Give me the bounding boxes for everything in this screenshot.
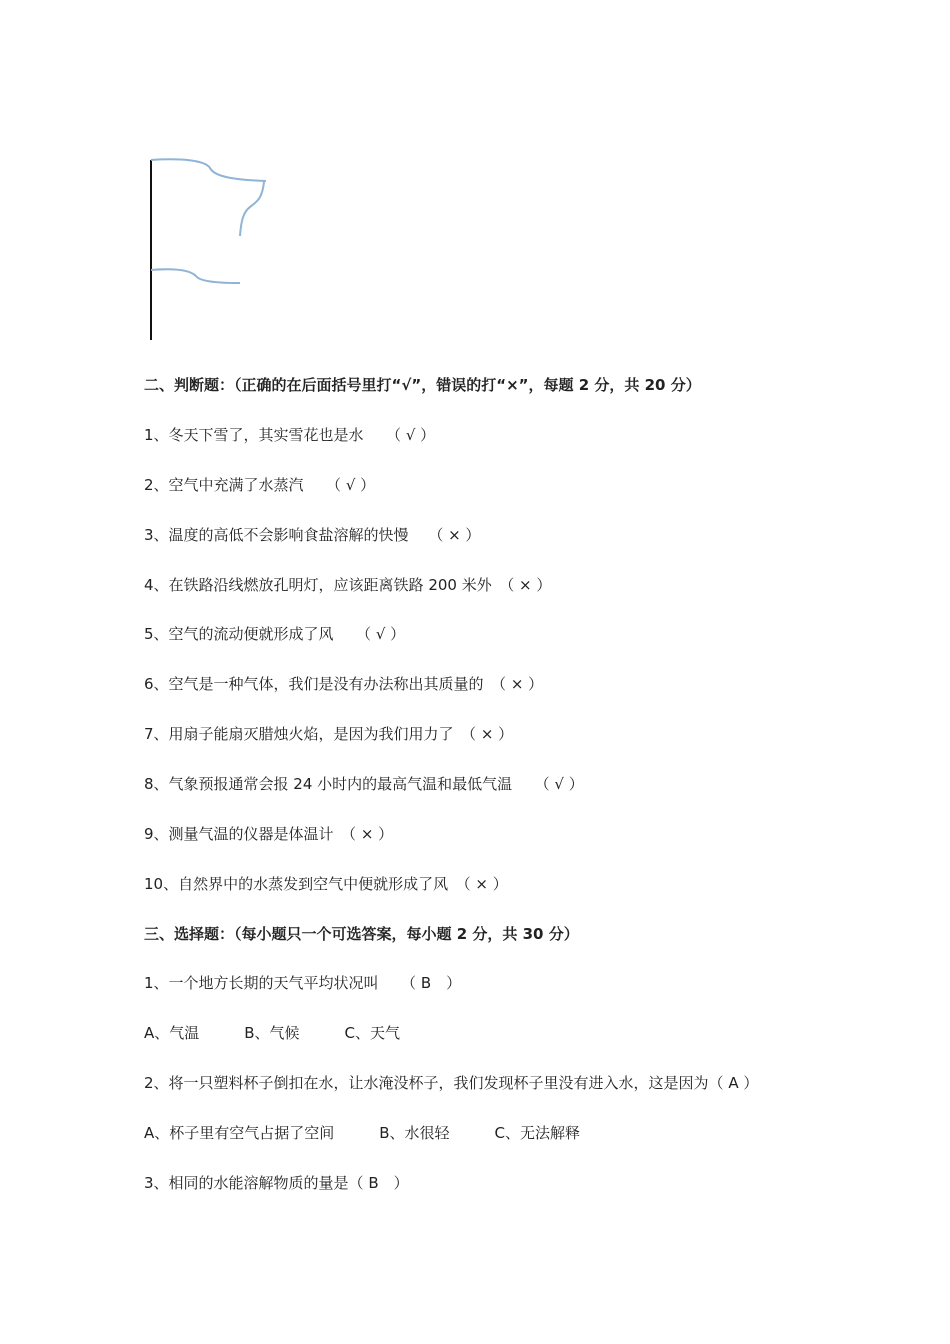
choice-question-3: 3、相同的水能溶解物质的量是（ B ） <box>144 1174 409 1192</box>
judgement-section-heading: 二、判断题：（正确的在后面括号里打“√”，错误的打“×”，每题 2 分，共 20 分） <box>144 376 701 394</box>
judgement-item-1: 1、冬天下雪了，其实雪花也是水 （ √ ） <box>144 426 436 444</box>
judgement-item-8: 8、气象预报通常会报 24 小时内的最高气温和最低气温 （ √ ） <box>144 775 584 793</box>
judgement-item-9: 9、测量气温的仪器是体温计 （ × ） <box>144 825 394 843</box>
judgement-item-3: 3、温度的高低不会影响食盐溶解的快慢 （ × ） <box>144 526 481 544</box>
choice-options-1: A、气温 B、气候 C、天气 <box>144 1024 401 1042</box>
judgement-item-10: 10、自然界中的水蒸发到空气中便就形成了风 （ × ） <box>144 875 508 893</box>
judgement-item-5: 5、空气的流动便就形成了风 （ √ ） <box>144 625 406 643</box>
choice-section-heading: 三、选择题：（每小题只一个可选答案，每小题 2 分，共 30 分） <box>144 925 579 943</box>
judgement-item-2: 2、空气中充满了水蒸汽 （ √ ） <box>144 476 376 494</box>
choice-question-2: 2、将一只塑料杯子倒扣在水，让水淹没杯子，我们发现杯子里没有进入水，这是因为（ A ） <box>144 1074 759 1092</box>
judgement-item-6: 6、空气是一种气体，我们是没有办法称出其质量的 （ × ） <box>144 675 544 693</box>
choice-question-1: 1、一个地方长期的天气平均状况叫 （ B ） <box>144 974 462 992</box>
judgement-item-7: 7、用扇子能扇灭腊烛火焰，是因为我们用力了 （ × ） <box>144 725 514 743</box>
judgement-item-4: 4、在铁路沿线燃放孔明灯，应该距离铁路 200 米外 （ × ） <box>144 576 552 594</box>
flag-drawing-icon <box>140 150 280 350</box>
choice-options-2: A、杯子里有空气占据了空间 B、水很轻 C、无法解释 <box>144 1124 581 1142</box>
